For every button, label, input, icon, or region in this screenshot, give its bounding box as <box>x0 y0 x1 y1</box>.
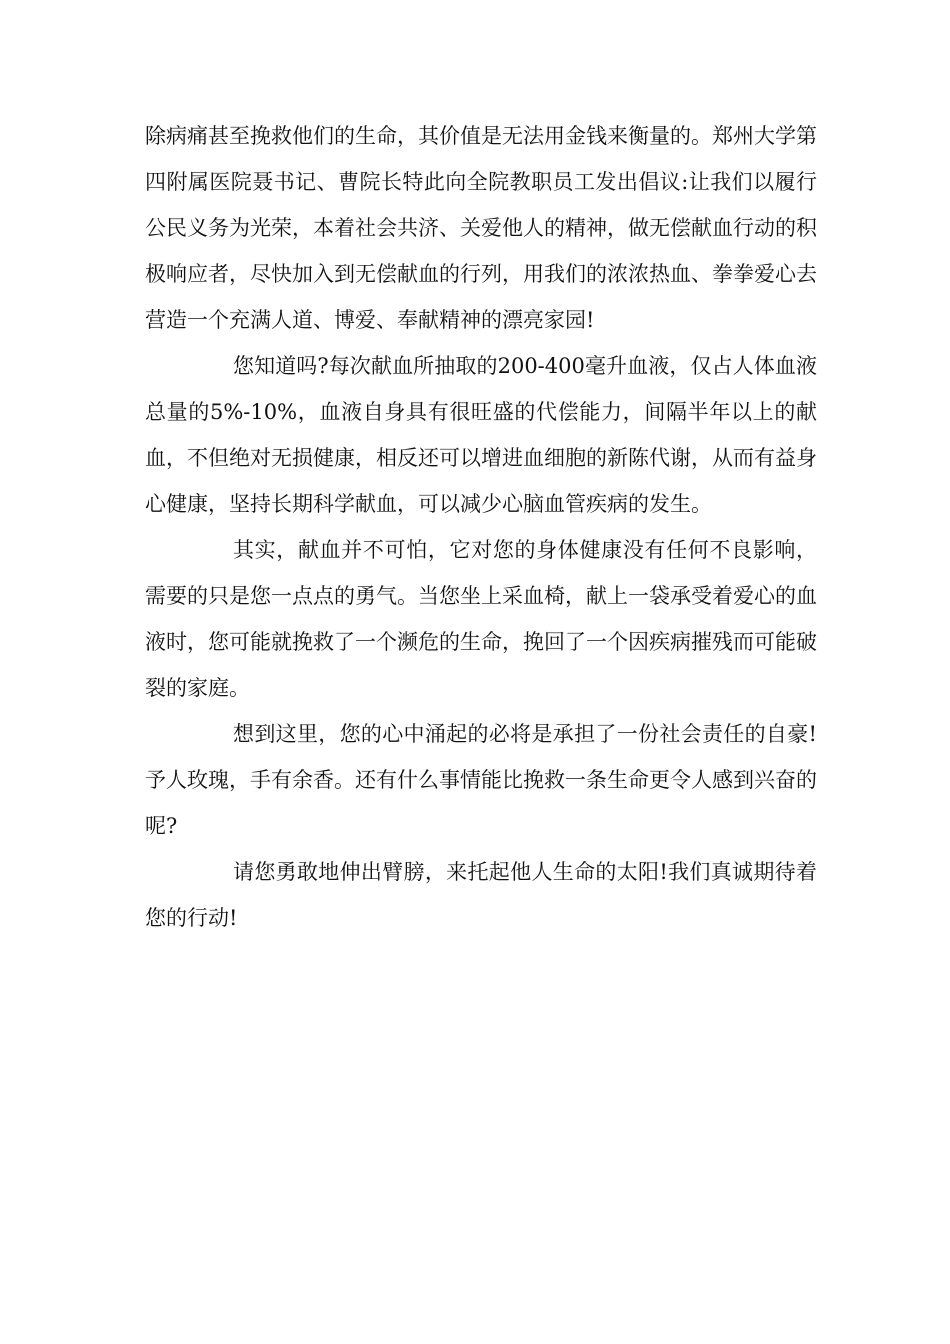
paragraph-blood-facts: 您知道吗?每次献血所抽取的200-400毫升血液，仅占人体血液总量的5%-10%，血液自身具有很旺盛的代偿能力，间隔半年以上的献血，不但绝对无损健康，相反还可以增进血细胞的新陈代谢，从而有益身心健康，坚持长期科学献血，可以减少心脑血管疾病的发生。 <box>145 354 817 516</box>
paragraph-not-afraid: 其实，献血并不可怕，它对您的身体健康没有任何不良影响，需要的只是您一点点的勇气。当您坐上采血椅，献上一袋承受着爱心的血液时，您可能就挽救了一个濒危的生命，挽回了一个因疾病摧残而可能破裂的家庭。 <box>145 538 817 700</box>
paragraph-pride: 想到这里，您的心中涌起的必将是承担了一份社会责任的自豪!予人玫瑰，手有余香。还有什么事情能比挽救一条生命更令人感到兴奋的呢? <box>145 722 817 838</box>
paragraph-closing: 请您勇敢地伸出臂膀，来托起他人生命的太阳!我们真诚期待着您的行动! <box>145 860 817 930</box>
document-body <box>145 113 817 941</box>
paragraph-continuation: 除病痛甚至挽救他们的生命，其价值是无法用金钱来衡量的。郑州大学第四附属医院聂书记、曹院长特此向全院教职员工发出倡议:让我们以履行公民义务为光荣，本着社会共济、关爱他人的精神，做无偿献血行动的积极响应者，尽快加入到无偿献血的行列，用我们的浓浓热血、拳拳爱心去营造一个充满人道、博爱、奉献精神的漂亮家园! <box>145 124 817 332</box>
